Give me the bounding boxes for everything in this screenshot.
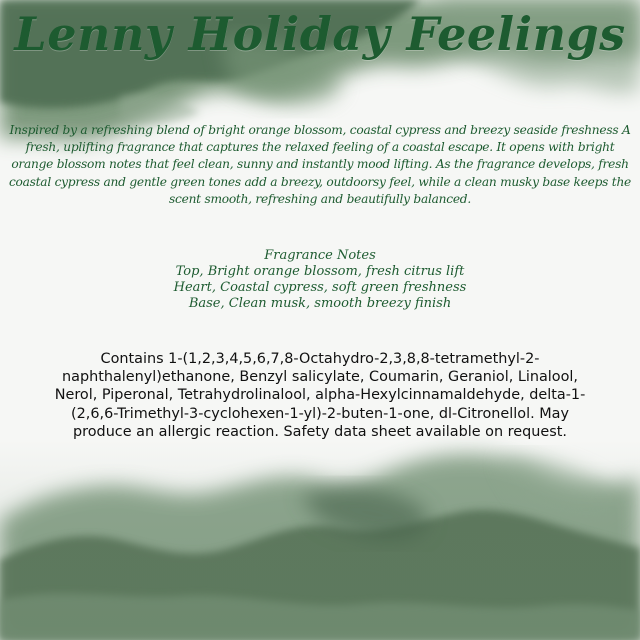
fragrance-notes bbox=[0, 248, 640, 312]
product-description: Inspired by a refreshing blend of bright orange blossom, coastal cypress and breezy seaside freshness A fresh, uplifting fragrance that captures the relaxed feeling of a coastal escape. It opens with bright orange blossom notes that feel clean, sunny and instantly mood lifting. As the fragrance develops, fresh coastal cypress and gentle green tones add a breezy, outdoorsy feel, while a clean musky base keeps the scent smooth, refreshing and beautifully balanced. bbox=[8, 123, 632, 206]
notes-heart: Heart, Coastal cypress, soft green freshness bbox=[173, 280, 467, 295]
notes-base: Base, Clean musk, smooth breezy finish bbox=[188, 296, 452, 311]
product-title: Lenny Holiday Feelings bbox=[14, 7, 626, 61]
notes-top: Top, Bright orange blossom, fresh citrus lift bbox=[175, 264, 465, 279]
allergen-statement: Contains 1-(1,2,3,4,5,6,7,8-Octahydro-2,3,8,8-tetramethyl-2-naphthalenyl)ethanone, Benzyl salicylate, Coumarin, Geraniol, Linalool, Nerol, Piperonal, Tetrahydrolinalool, alpha-Hexylcinnamaldehyde, delta-1-(2,6,6-Trimethyl-3-cyclohexen-1-yl)-2-buten-1-one, dl-Citronellol. May produce an allergic reaction. Safety data sheet available on request. bbox=[54, 351, 586, 440]
bottom-watercolor-wash bbox=[0, 440, 640, 640]
notes-heading: Fragrance Notes bbox=[264, 248, 376, 263]
